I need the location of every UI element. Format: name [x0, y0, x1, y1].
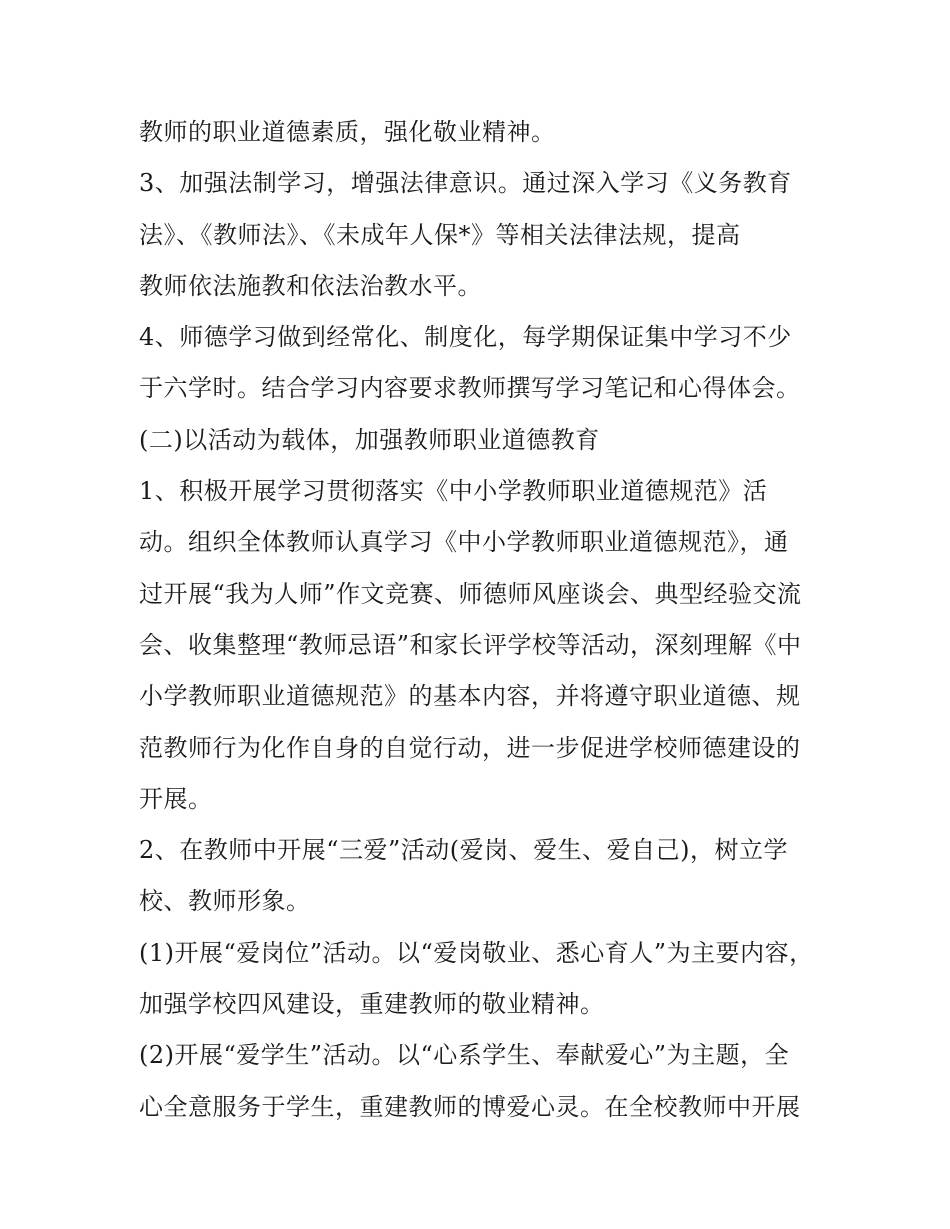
text-line: 1、积极开展学习贯彻落实《中小学教师职业道德规范》活 [139, 477, 768, 506]
text-line: (1)开展“爱岗位”活动。以“爱岗敬业、悉心育人”为主要内容， [139, 938, 814, 967]
text-line: 过开展“我为人师”作文竞赛、师德师风座谈会、典型经验交流 [139, 579, 802, 608]
text-line: 加强学校四风建设，重建教师的敬业精神。 [139, 990, 605, 1019]
text-line: 教师依法施教和依法治教水平。 [139, 271, 482, 300]
text-line: (2)开展“爱学生”活动。以“心系学生、奉献爱心”为主题，全 [139, 1041, 790, 1070]
text-line: 开展。 [139, 784, 213, 813]
section-heading: (二)以活动为载体，加强教师职业道德教育 [139, 425, 600, 454]
text-line: 法》、《教师法》、《未成年人保*》等相关法律法规，提高 [139, 220, 741, 249]
text-line: 心全意服务于学生，重建教师的博爱心灵。在全校教师中开展 [139, 1092, 801, 1121]
text-line: 教师的职业道德素质，强化敬业精神。 [139, 118, 556, 146]
text-line: 动。组织全体教师认真学习《中小学教师职业道德规范》，通 [139, 528, 789, 557]
text-line: 校、教师形象。 [139, 887, 311, 916]
text-line: 小学教师职业道德规范》的基本内容，并将遵守职业道德、规 [139, 682, 801, 711]
body-text [139, 107, 829, 1133]
text-line: 于六学时。结合学习内容要求教师撰写学习笔记和心得体会。 [139, 374, 801, 403]
text-line: 3、加强法制学习，增强法律意识。通过深入学习《义务教育 [139, 169, 792, 198]
text-line: 2、在教师中开展“三爱”活动(爱岗、爱生、爱自己)，树立学 [139, 836, 789, 865]
text-line: 4、师德学习做到经常化、制度化，每学期保证集中学习不少 [139, 323, 792, 352]
text-line: 范教师行为化作自身的自觉行动，进一步促进学校师德建设的 [139, 733, 801, 762]
text-line: 会、收集整理“教师忌语”和家长评学校等活动，深刻理解《中 [139, 630, 802, 659]
